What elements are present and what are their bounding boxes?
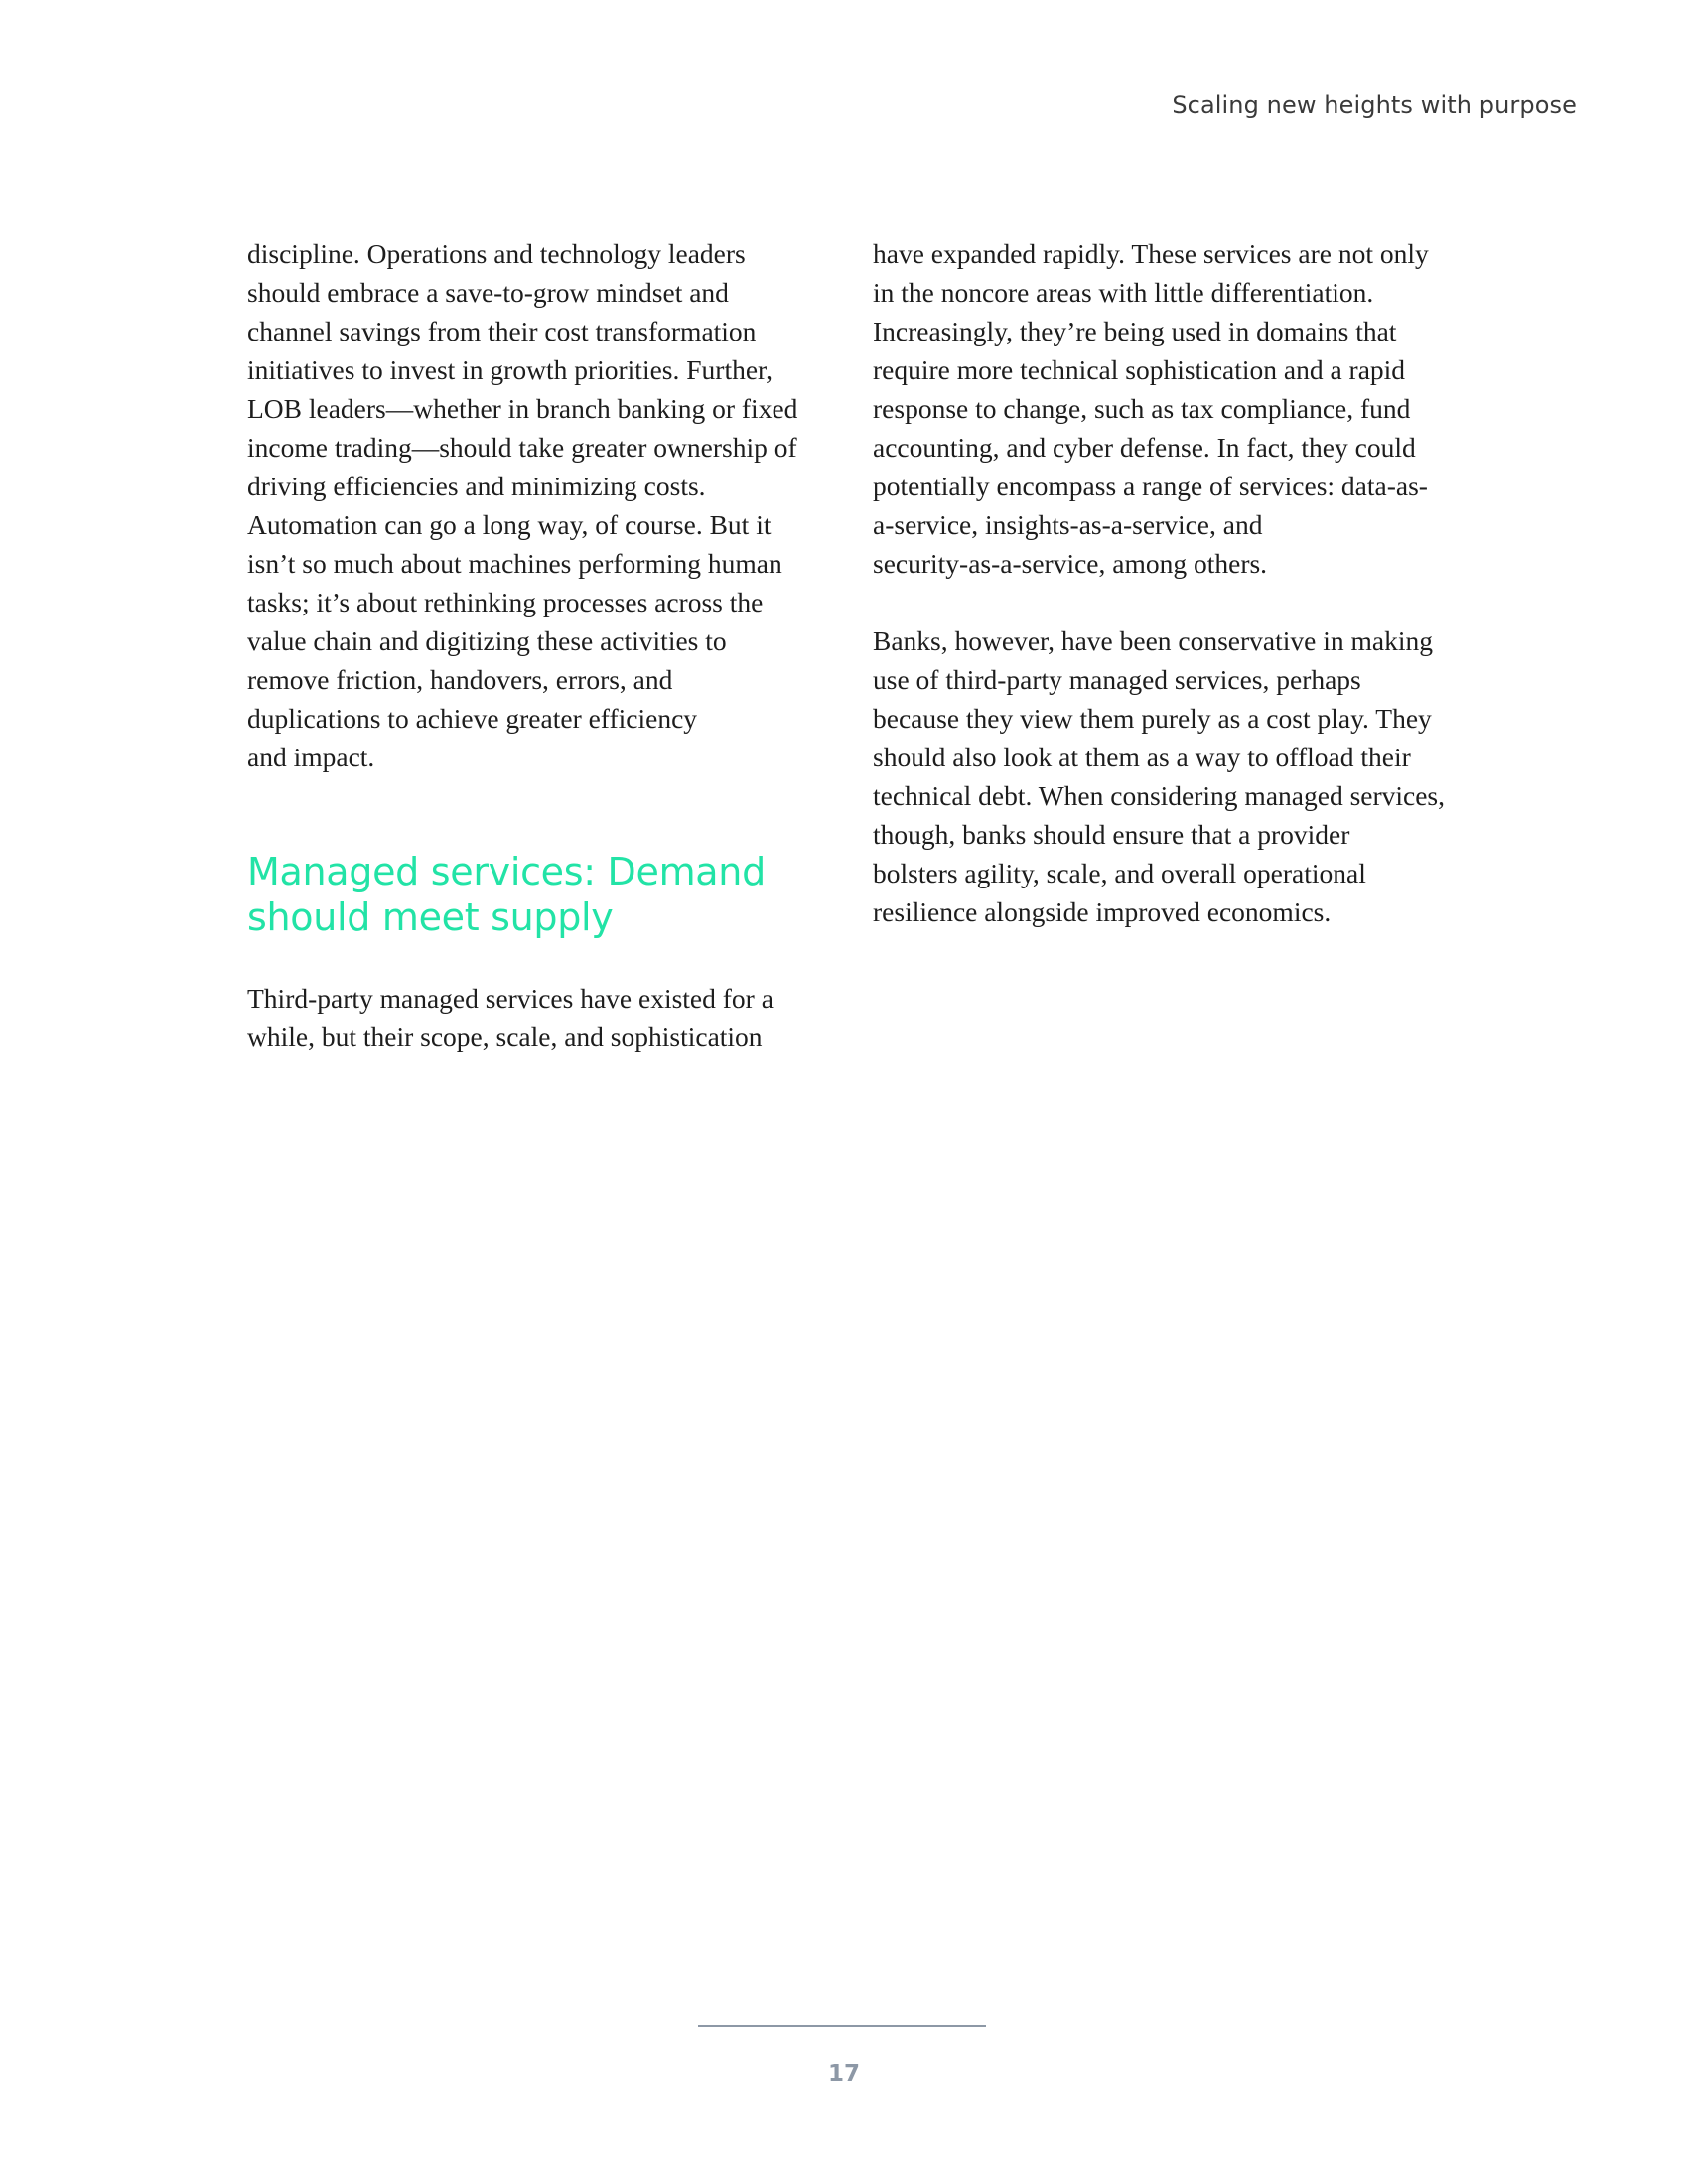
text-line: use of third-party managed services, perhaps bbox=[873, 664, 1361, 695]
body-paragraph bbox=[247, 234, 803, 776]
text-line: though, banks should ensure that a provider bbox=[873, 819, 1350, 850]
page-number: 17 bbox=[827, 2061, 860, 2087]
text-line: while, but their scope, scale, and sophistication bbox=[247, 1022, 763, 1052]
text-line: resilience alongside improved economics. bbox=[873, 896, 1332, 927]
footer-divider bbox=[698, 2025, 986, 2027]
running-header: Scaling new heights with purpose bbox=[1172, 91, 1577, 119]
body-paragraph bbox=[873, 621, 1449, 931]
section-heading bbox=[247, 849, 803, 940]
text-line: security-as-a-service, among others. bbox=[873, 548, 1268, 579]
text-line: Third-party managed services have existed for a bbox=[247, 983, 774, 1014]
heading-line: Managed services: Demand bbox=[247, 850, 766, 893]
text-line: Increasingly, they’re being used in domains that bbox=[873, 316, 1397, 346]
text-line: channel savings from their cost transformation bbox=[247, 316, 757, 346]
text-line: initiatives to invest in growth priorities. Further, bbox=[247, 354, 773, 385]
text-line: Automation can go a long way, of course. But it bbox=[247, 509, 772, 540]
text-line: value chain and digitizing these activities to bbox=[247, 625, 727, 656]
text-line: in the noncore areas with little differentiation. bbox=[873, 277, 1374, 308]
text-line: driving efficiencies and minimizing costs. bbox=[247, 471, 706, 501]
text-line: income trading—should take greater ownership of bbox=[247, 432, 797, 463]
text-line: potentially encompass a range of services: data-as- bbox=[873, 471, 1428, 501]
heading-line: should meet supply bbox=[247, 895, 614, 939]
text-line: because they view them purely as a cost play. They bbox=[873, 703, 1432, 734]
text-line: require more technical sophistication and a rapid bbox=[873, 354, 1406, 385]
text-line: technical debt. When considering managed services, bbox=[873, 780, 1446, 811]
text-line: LOB leaders—whether in branch banking or fixed bbox=[247, 393, 798, 424]
text-line: isn’t so much about machines performing human bbox=[247, 548, 782, 579]
text-line: tasks; it’s about rethinking processes across the bbox=[247, 587, 764, 617]
text-line: duplications to achieve greater efficiency bbox=[247, 703, 698, 734]
text-line: should also look at them as a way to offload their bbox=[873, 742, 1411, 772]
text-line: remove friction, handovers, errors, and bbox=[247, 664, 673, 695]
text-line: a-service, insights-as-a-service, and bbox=[873, 509, 1263, 540]
body-paragraph bbox=[873, 234, 1449, 583]
text-line: have expanded rapidly. These services are not only bbox=[873, 238, 1429, 269]
text-line: Banks, however, have been conservative in making bbox=[873, 625, 1433, 656]
text-line: response to change, such as tax compliance, fund bbox=[873, 393, 1411, 424]
left-column bbox=[247, 234, 803, 1056]
text-line: and impact. bbox=[247, 742, 375, 772]
right-column bbox=[873, 234, 1449, 931]
text-line: bolsters agility, scale, and overall operational bbox=[873, 858, 1366, 888]
text-line: should embrace a save-to-grow mindset and bbox=[247, 277, 729, 308]
text-line: discipline. Operations and technology leaders bbox=[247, 238, 746, 269]
body-paragraph bbox=[247, 979, 803, 1056]
text-line: accounting, and cyber defense. In fact, they could bbox=[873, 432, 1416, 463]
